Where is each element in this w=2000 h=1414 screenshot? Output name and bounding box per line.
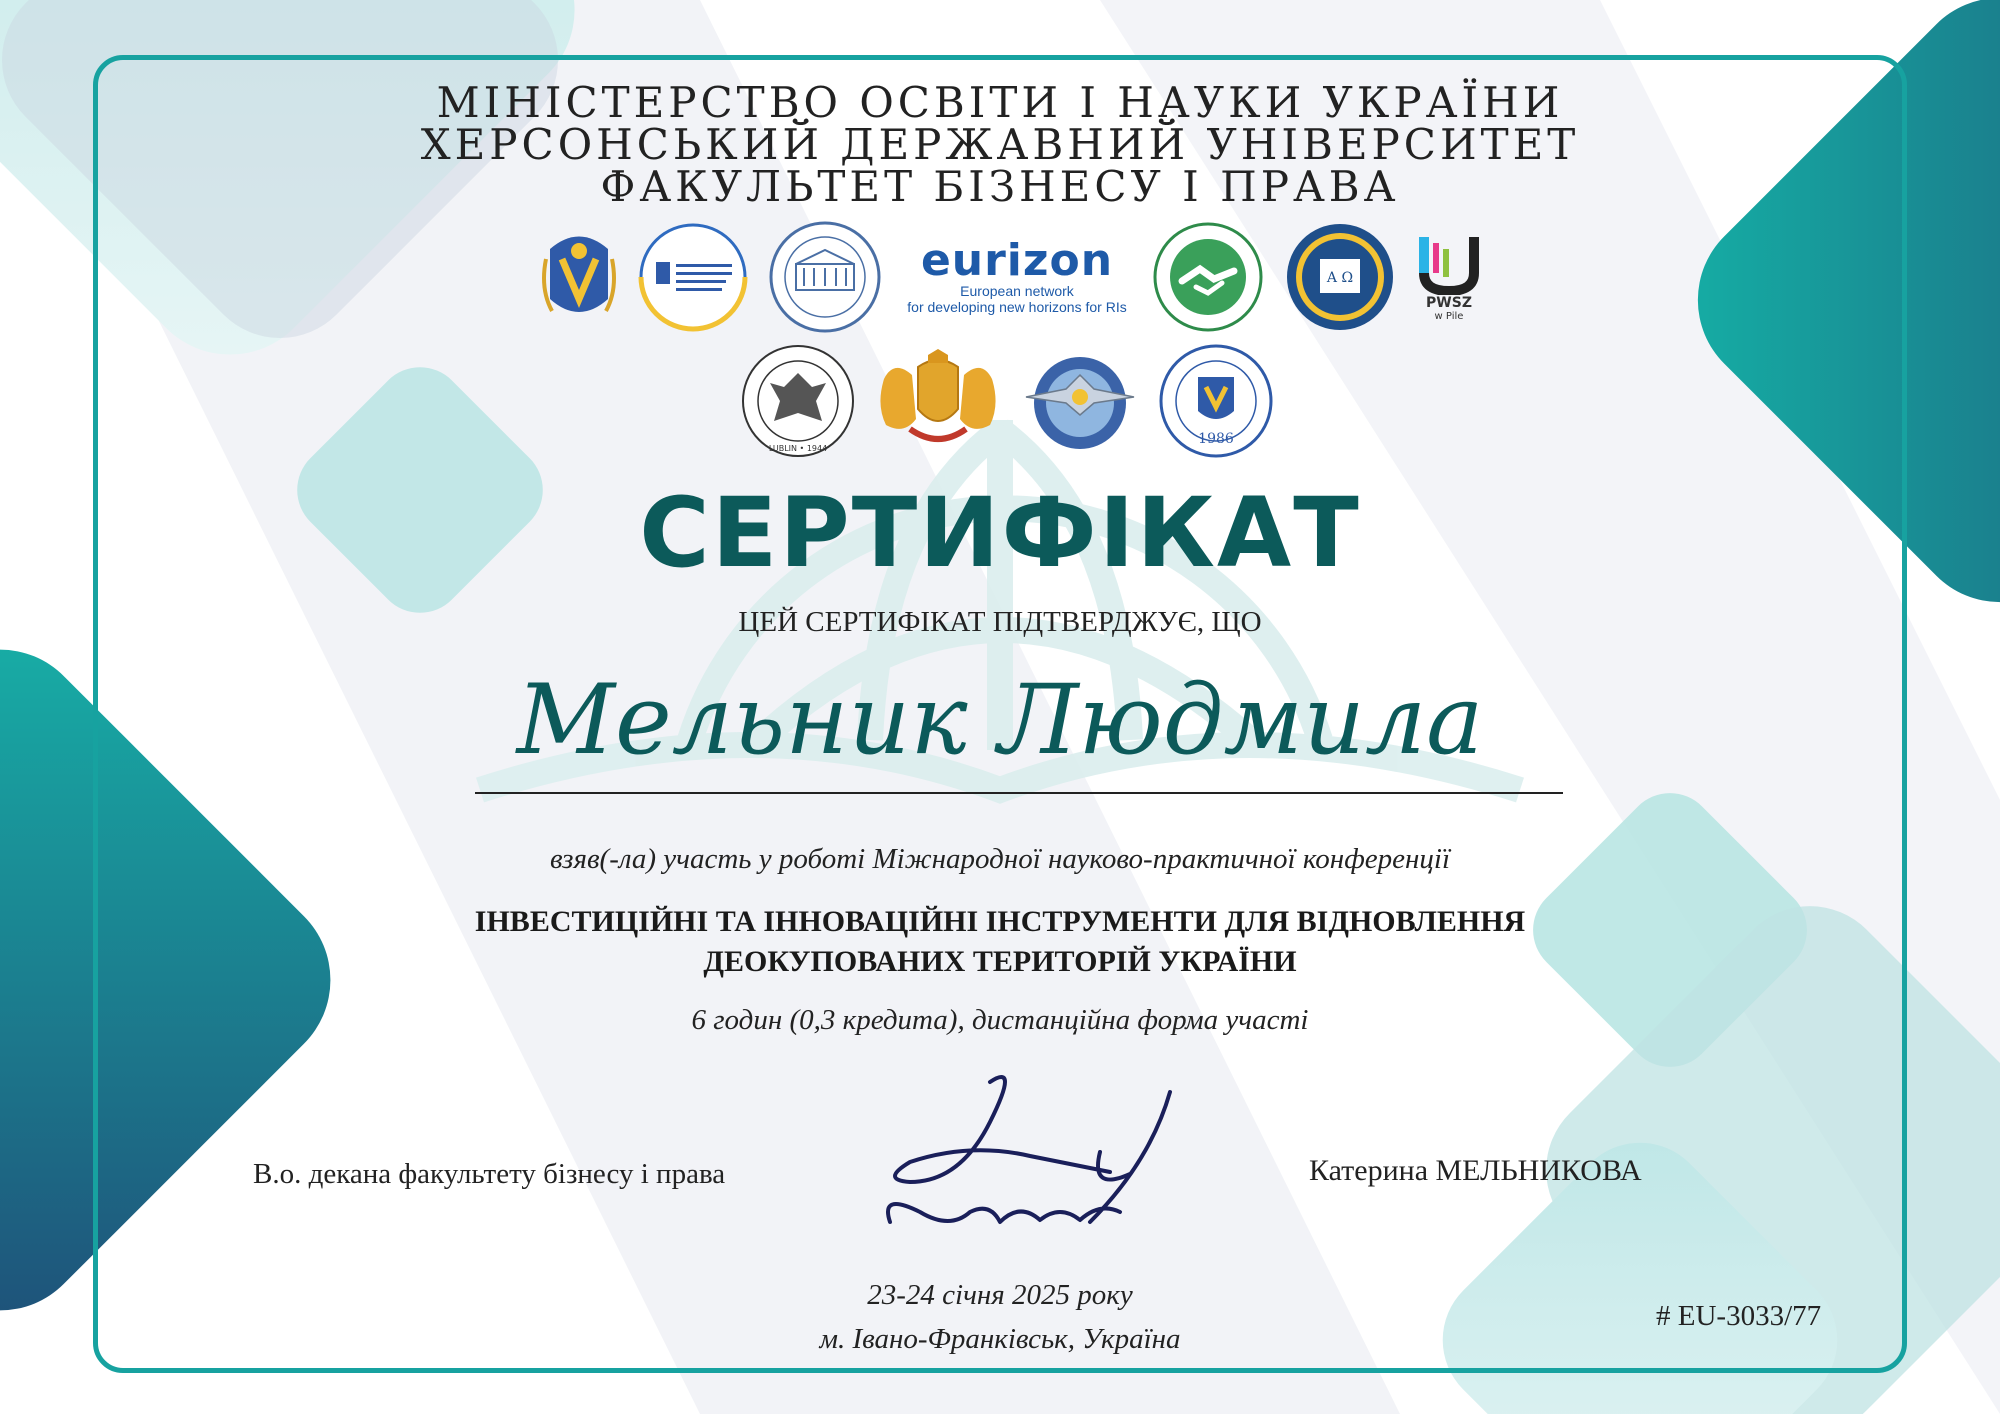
participation-text: взяв(-ла) участь у роботі Міжнародної науково-практичної конференції xyxy=(549,843,1451,875)
ministry-name: МІНІСТЕРСТВО ОСВІТИ І НАУКИ УКРАЇНИ xyxy=(436,78,1564,127)
eurizon-logo xyxy=(902,235,1132,315)
kherson-state-university-seal-icon xyxy=(768,220,882,334)
skovoroda-seal-year: 1986 xyxy=(1198,431,1234,447)
recipient-name: Мельник Людмила xyxy=(516,664,1484,776)
handwritten-signature xyxy=(870,1062,1230,1262)
participation-hours: 6 годин (0,3 кредита), дистанційна форма участі xyxy=(691,1004,1309,1036)
umcs-lublin-year: LUBLIN • 1944 xyxy=(768,444,828,453)
aviation-university-seal-icon xyxy=(1020,345,1140,457)
skovoroda-university-seal-icon xyxy=(1158,343,1274,459)
svg-text:Α Ω: Α Ω xyxy=(1326,270,1354,286)
university-name: ХЕРСОНСЬКИЙ ДЕРЖАВНИЙ УНІВЕРСИТЕТ xyxy=(420,120,1580,169)
certificate-title: СЕРТИФІКАТ xyxy=(639,477,1361,589)
partner-logos-row-2 xyxy=(740,343,1274,459)
event-date: 23-24 січня 2025 року xyxy=(867,1279,1133,1311)
pwsz-logo xyxy=(1416,233,1482,322)
pwsz-logo-text: PWSZ xyxy=(1426,294,1472,311)
certificate-number: # EU-3033/77 xyxy=(1656,1300,1822,1332)
conference-title xyxy=(0,902,2000,982)
conference-title-line-1: ІНВЕСТИЦІЙНІ ТА ІННОВАЦІЙНІ ІНСТРУМЕНТИ ДЛЯ ВІДНОВЛЕННЯ xyxy=(474,905,1526,938)
umcs-lublin-seal-icon xyxy=(740,343,856,459)
lions-crest-icon xyxy=(874,349,1002,453)
national-university-seal-icon xyxy=(1284,221,1396,333)
certificate-confirms-text: ЦЕЙ СЕРТИФІКАТ ПІДТВЕРДЖУЄ, ЩО xyxy=(738,606,1262,638)
issuer-header xyxy=(0,78,2000,211)
faculty-name: ФАКУЛЬТЕТ БІЗНЕСУ І ПРАВА xyxy=(600,162,1400,211)
eurizon-logo-tagline-1: European network xyxy=(960,283,1074,299)
coat-of-arms-icon xyxy=(540,229,618,325)
conference-title-line-2: ДЕОКУПОВАНИХ ТЕРИТОРІЙ УКРАЇНИ xyxy=(703,945,1297,978)
eurizon-logo-tagline-2: for developing new horizons for RIs xyxy=(907,299,1127,315)
signer-name: Катерина МЕЛЬНИКОВА xyxy=(1309,1154,1642,1187)
eurizon-logo-wordmark: eurizon xyxy=(920,235,1114,286)
pwsz-logo-subtext: w Pile xyxy=(1434,310,1464,322)
signer-position: В.о. декана факультету бізнесу і права xyxy=(253,1158,726,1190)
event-place: м. Івано-Франківськ, Україна xyxy=(819,1323,1181,1355)
recipient-name-underline xyxy=(475,792,1563,794)
partner-logos-row-1 xyxy=(540,220,1482,334)
faculty-handshake-seal-icon xyxy=(1152,221,1264,333)
regional-administration-logo-icon xyxy=(638,222,748,332)
